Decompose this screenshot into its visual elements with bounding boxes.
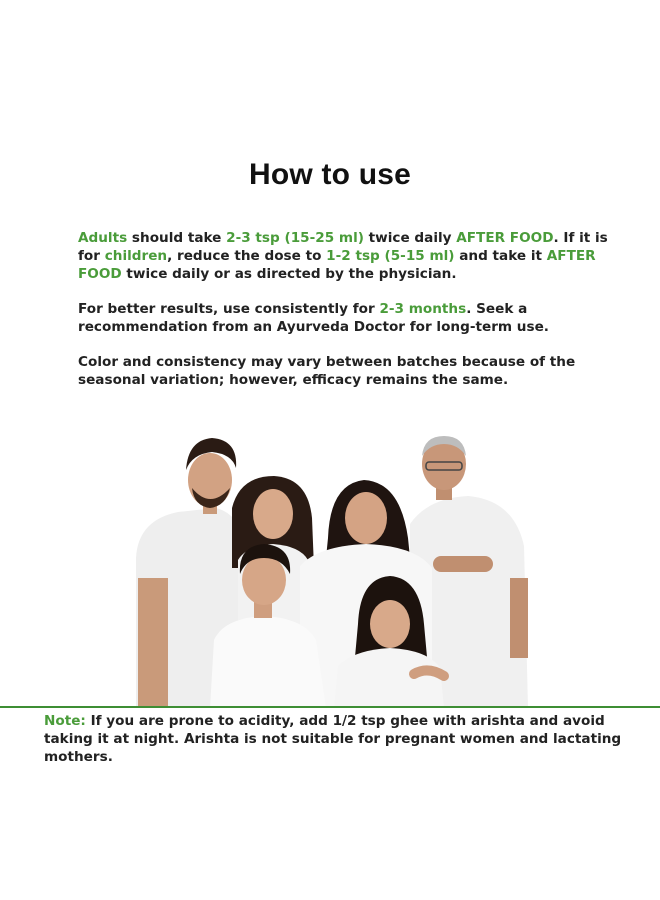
text-span: twice daily or as directed by the physician. bbox=[121, 266, 457, 282]
adults-highlight: Adults bbox=[78, 230, 128, 246]
children-highlight: children bbox=[104, 248, 168, 264]
duration-highlight: 2-3 months bbox=[379, 301, 467, 317]
adult-dose-highlight: 2-3 tsp (15-25 ml) bbox=[226, 230, 364, 246]
after-food-highlight: AFTER FOOD bbox=[78, 248, 596, 282]
duration-paragraph bbox=[78, 300, 626, 336]
text-span: twice daily bbox=[363, 230, 457, 246]
family-photo bbox=[128, 428, 532, 708]
note-text: If you are prone to acidity, add 1/2 tsp ghee with arishta and avoid taking it at night. Arishta is not suitable for pregnant women and lactating mothers. bbox=[44, 713, 622, 765]
green-divider bbox=[0, 706, 660, 708]
text-span: and take it bbox=[454, 248, 547, 264]
text-span: For better results, use consistently for bbox=[78, 301, 380, 317]
text-span: . If it is for bbox=[78, 230, 608, 264]
child-dose-highlight: 1-2 tsp (5-15 ml) bbox=[326, 248, 455, 264]
text-span: should take bbox=[127, 230, 227, 246]
text-span: , reduce the dose to bbox=[167, 248, 327, 264]
note-label: Note: bbox=[44, 713, 86, 729]
after-food-highlight: AFTER FOOD bbox=[456, 230, 554, 246]
text-span: . Seek a recommendation from an Ayurveda Doctor for long-term use. bbox=[78, 301, 549, 335]
note-block bbox=[44, 712, 634, 766]
usage-instructions bbox=[78, 229, 626, 406]
consistency-paragraph: Color and consistency may vary between batches because of the seasonal variation; however, efficacy remains the same. bbox=[78, 354, 576, 388]
page-title: How to use bbox=[248, 158, 411, 191]
dosage-paragraph bbox=[78, 229, 626, 283]
